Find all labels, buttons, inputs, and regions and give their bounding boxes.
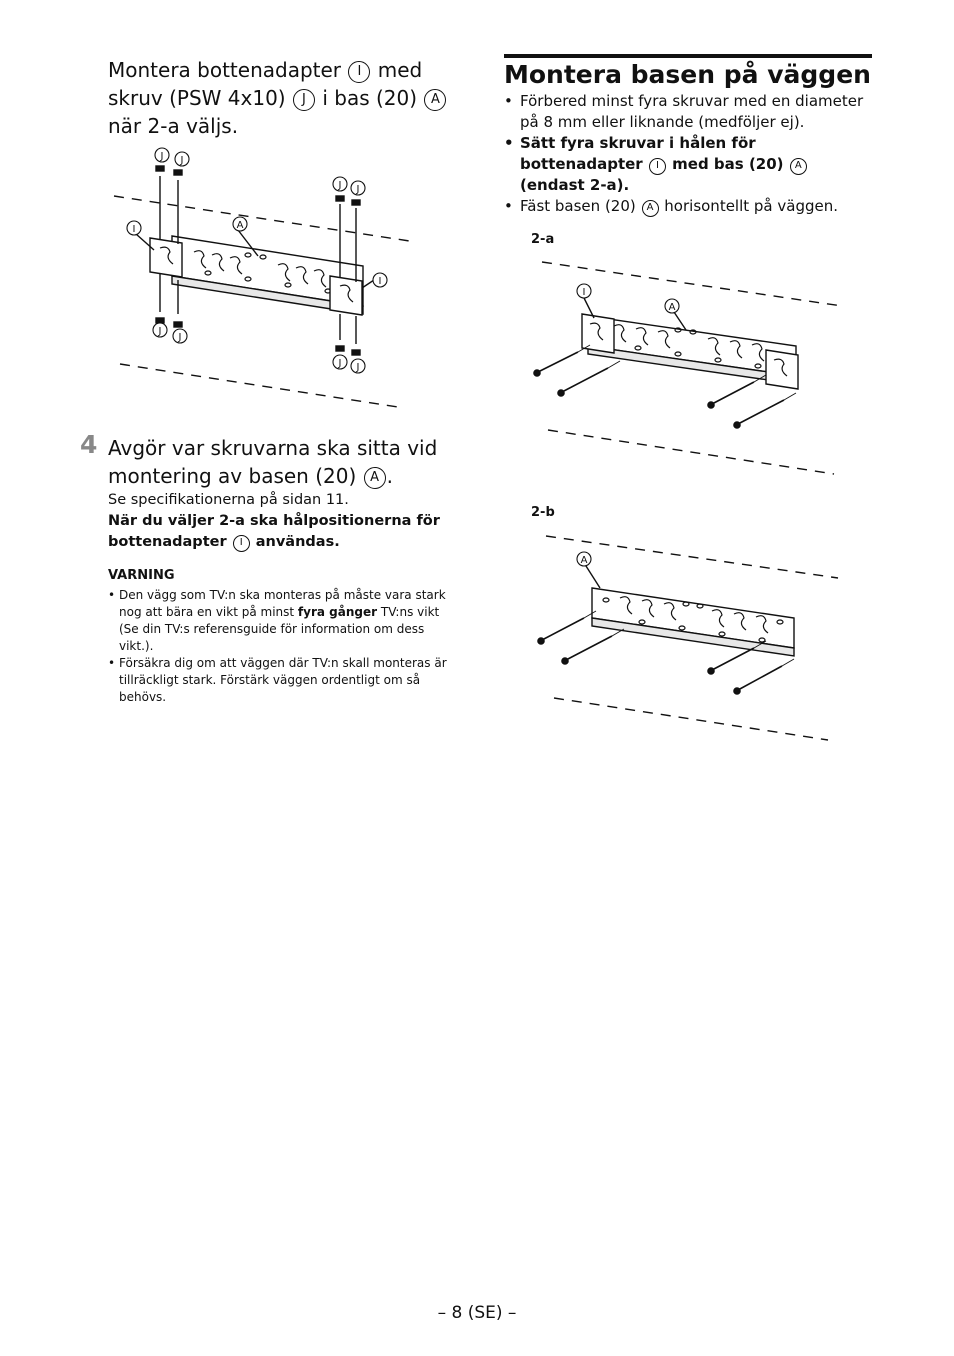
right-adapter-shape (766, 350, 798, 389)
instruction-text-1: Förbered minst fyra skruvar med en diameter på 8 mm eller liknande (medföljer ej). (520, 92, 864, 131)
step4-text-1: Avgör var skruvarna ska sitta vid (108, 436, 438, 460)
heading-rule (504, 54, 872, 58)
step4-text-2: montering av basen (20) (108, 464, 357, 488)
ref-badge-a: A (424, 89, 446, 111)
step4-instruction: Avgör var skruvarna ska sitta vid montering av basen (20) A . (108, 436, 438, 488)
left-adapter-shape (150, 238, 182, 277)
step4-bold-note (108, 511, 463, 553)
callout-j-8: J (356, 362, 360, 373)
step3-text-3: när 2-a väljs. (108, 114, 239, 138)
step3-text-1b: med (377, 58, 423, 82)
instruction-text-2b: med bas (20) (672, 155, 784, 173)
warning-text-1b: TV:ns vikt (Se din TV:s referensguide för information om dess vikt.). (119, 605, 440, 653)
step3-text-2b: i bas (20) (322, 86, 418, 110)
right-adapter-shape (330, 276, 362, 315)
callout-a-3: A (580, 555, 588, 566)
warning-item-1: • Den vägg som TV:n ska monteras på måste vara stark nog att bära en vikt på minst fyra gånger TV:ns vikt (Se din TV:s referensguide för information om dess vikt.). (108, 588, 446, 653)
warning-title: VARNING (108, 568, 175, 583)
callout-j-7: J (338, 358, 342, 369)
figure-label-2a: 2-a (531, 232, 555, 247)
step3-instruction (108, 56, 468, 140)
figure-label-2b: 2-b (531, 505, 555, 520)
instruction-item-1: • Förbered minst fyra skruvar med en diameter på 8 mm eller liknande (medföljer ej). (504, 91, 874, 133)
warning-text-2: Försäkra dig om att väggen där TV:n skall monteras är tillräckligt stark. Förstärk väggen ordentligt om så behövs. (119, 656, 447, 704)
instruction-text-2a: Sätt fyra skruvar i hålen för bottenadapter (520, 134, 756, 173)
callout-j-1: J (160, 151, 164, 162)
callout-j-2: J (180, 155, 184, 166)
instruction-item-3: • Fäst basen (20) A horisontellt på väggen. (504, 197, 839, 215)
screws-bottom-right (336, 314, 360, 355)
step4-note: Se specifikationerna på sidan 11. (108, 492, 349, 508)
section-heading: Montera basen på väggen (504, 60, 871, 89)
instruction-text-3a: Fäst basen (20) (520, 197, 636, 215)
step4-bold-text-1: När du väljer 2-a ska hålpositionerna för (108, 513, 440, 529)
callout-i-3: I (582, 287, 586, 298)
instruction-text-3b: horisontellt på väggen. (664, 197, 839, 215)
step3-text-2: skruv (PSW 4x10) (108, 86, 286, 110)
ref-badge-a: A (364, 467, 386, 489)
ref-badge-i: I (233, 535, 250, 552)
base-bracket-shape (592, 588, 794, 656)
callout-j-5: J (158, 326, 162, 337)
figure-2b-wall-mount (528, 526, 858, 748)
warning-block (108, 567, 453, 706)
callout-j-6: J (178, 332, 182, 343)
callout-j-3: J (338, 180, 342, 191)
callout-a-2: A (668, 302, 676, 313)
warning-text-1a: Den vägg som TV:n ska monteras på måste vara stark nog att bära en vikt på minst (119, 588, 446, 619)
step3-text-1: Montera bottenadapter (108, 58, 342, 82)
ref-badge-i: I (348, 61, 370, 83)
callout-i-1: I (132, 224, 136, 235)
warning-text-1-bold: fyra gånger (297, 605, 378, 619)
instruction-item-2: • Sätt fyra skruvar i hålen för bottenadapter I med bas (20) A (endast 2-a). (504, 133, 874, 196)
page-number: – 8 (SE) – (437, 1303, 517, 1323)
callout-a-1: A (236, 220, 244, 231)
ref-badge-j: J (293, 89, 315, 111)
step4-bold-text-2: bottenadapter (108, 534, 227, 550)
adapter-assembly-figure (108, 140, 428, 420)
step4-bold-text-3: användas. (255, 534, 340, 550)
warning-item-2: • Försäkra dig om att väggen där TV:n skall monteras är tillräckligt stark. Förstärk väggen ordentligt om så behövs. (108, 655, 453, 706)
ref-badge-a: A (642, 200, 659, 217)
screws-bottom-left (156, 274, 182, 327)
figure-2a-wall-mount (528, 250, 858, 485)
callout-i-2: I (378, 276, 382, 287)
step4-number: 4 (80, 430, 98, 459)
instructions-list (504, 91, 874, 217)
step4-details (108, 490, 463, 553)
ref-badge-a: A (790, 158, 807, 175)
instruction-text-2c: (endast 2-a). (520, 176, 630, 194)
base-bracket-shape (588, 316, 796, 384)
ref-badge-i: I (649, 158, 666, 175)
callout-j-4: J (356, 184, 360, 195)
